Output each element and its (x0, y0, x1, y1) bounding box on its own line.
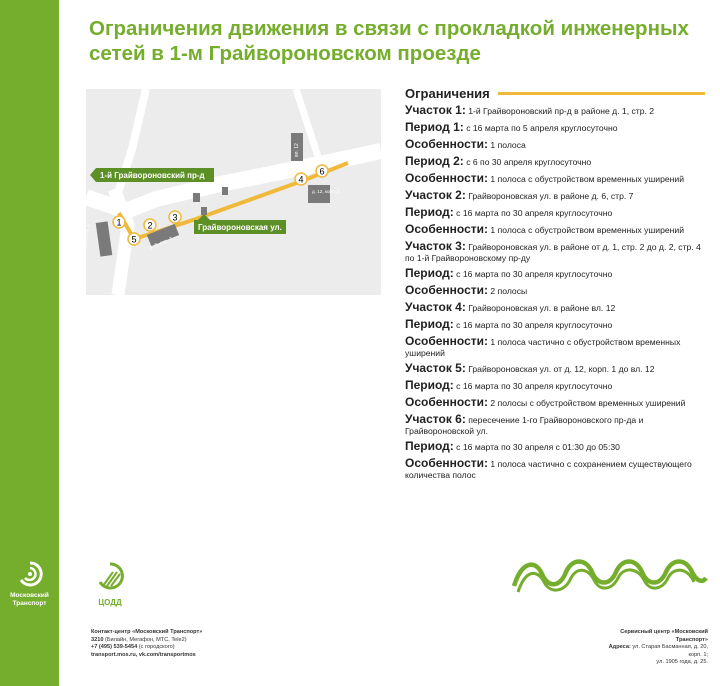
map-label-proezd-arrow (90, 168, 96, 182)
map (81, 89, 381, 295)
restriction-row (405, 379, 705, 392)
restriction-text: 1 полоса частично с обустройством временных уширений (405, 337, 681, 358)
restriction-text: 2 полосы (488, 286, 528, 296)
title-line-2: сетей в 1-м Грайвороновском проезде (89, 42, 481, 65)
page-title (89, 16, 699, 66)
map-building-d12-korp1 (308, 185, 330, 203)
svg-text:3: 3 (172, 212, 178, 223)
map-marker-2 (144, 219, 156, 231)
restriction-text: с 6 по 30 апреля круглосуточно (463, 157, 592, 167)
restriction-text: с 16 марта по 30 апреля круглосуточно (453, 269, 613, 279)
restriction-text: с 16 марта по 30 апреля круглосуточно (453, 320, 613, 330)
logo-mt-line2: Транспорт (12, 600, 47, 607)
restriction-text: с 16 марта по 30 апреля круглосуточно (453, 208, 613, 218)
map-marker-1 (113, 216, 125, 228)
service-center-title: Сервисный центр «Московский Транспорт» (620, 629, 708, 643)
restriction-text: пересечение 1-го Грайвороновского пр-да и Грайвороновской ул. (405, 415, 644, 436)
map-bldg-label-d1: д. 1, стр. 1 (81, 223, 92, 249)
restriction-label: Особенности: (405, 456, 489, 470)
restriction-row (405, 104, 705, 117)
restriction-text: 1 полоса с обустройством временных уширений (488, 225, 684, 235)
restriction-label: Период: (405, 439, 454, 453)
contact-links[interactable]: transport.mos.ru, vk.com/transportmos (91, 651, 196, 658)
restriction-label: Период: (405, 317, 454, 331)
svg-text:6: 6 (319, 166, 325, 177)
map-bldg-label-d12: д. 12, корп. 1 (312, 189, 340, 194)
brand-wave-pattern (512, 556, 708, 596)
map-road-north-white (116, 89, 146, 199)
restriction-label: Участок 4: (405, 300, 466, 314)
map-marker-6 (316, 165, 328, 177)
restriction-label: Участок 1: (405, 103, 466, 117)
restriction-label: Особенности: (405, 137, 489, 151)
restriction-row (405, 396, 705, 409)
restriction-label: Участок 2: (405, 188, 466, 202)
restriction-text: 1-й Грайвороновский пр-д в районе д. 1, стр. 2 (465, 106, 655, 116)
restrictions-heading: Ограничения (405, 86, 490, 101)
restriction-text: с 16 марта по 30 апреля с 01:30 до 05:30 (453, 442, 620, 452)
restrictions-panel (405, 86, 705, 484)
restriction-row (405, 206, 705, 219)
restriction-label: Участок 5: (405, 361, 466, 375)
restriction-label: Участок 6: (405, 412, 466, 426)
restriction-text: Грайвороновская ул. в районе д. 6, стр. 7 (465, 191, 634, 201)
restriction-text: 1 полоса частично с сохранением существующего количества полос (405, 459, 692, 480)
map-building-small-3 (201, 207, 207, 215)
moscow-transport-logo (0, 560, 59, 608)
restriction-label: Период: (405, 266, 454, 280)
svg-text:1: 1 (116, 217, 122, 228)
codd-logo-icon (93, 562, 127, 592)
restriction-text: 2 полосы с обустройством временных уширений (488, 398, 686, 408)
restriction-label: Период 2: (405, 154, 464, 168)
restriction-row (405, 189, 705, 202)
restriction-row (405, 267, 705, 280)
restriction-label: Период 1: (405, 120, 464, 134)
restriction-label: Особенности: (405, 222, 489, 236)
restriction-row (405, 223, 705, 236)
contact-phone-short: 3210 (91, 636, 104, 643)
restriction-label: Участок 3: (405, 239, 466, 253)
svg-text:4: 4 (298, 174, 304, 185)
restriction-row (405, 155, 705, 168)
restriction-text: 1 полоса (488, 140, 526, 150)
map-marker-3 (169, 211, 181, 223)
map-marker-4 (295, 173, 307, 185)
svg-text:5: 5 (131, 234, 137, 245)
contact-center-title: Контакт-центр «Московский Транспорт» (91, 629, 203, 635)
restriction-row (405, 335, 705, 358)
restriction-row (405, 318, 705, 331)
restriction-row (405, 362, 705, 375)
moscow-transport-logo-icon (15, 560, 45, 590)
restriction-text: с 16 марта по 5 апреля круглосуточно (463, 123, 618, 133)
restriction-label: Период: (405, 205, 454, 219)
svg-text:2: 2 (147, 220, 153, 231)
restrictions-list (405, 104, 705, 480)
service-addr-2: ул. 1905 года, д. 25. (656, 659, 708, 666)
map-bldg-label-d6: д. 6, стр. 7 (148, 236, 174, 251)
contact-phone-long-note: (с городского) (137, 644, 175, 651)
map-canvas (81, 89, 381, 295)
map-label-proezd: 1-й Грайвороновский пр-д (100, 171, 205, 180)
restriction-label: Особенности: (405, 283, 489, 297)
restriction-row (405, 301, 705, 314)
restriction-row (405, 440, 705, 453)
title-line-1: Ограничения движения в связи с прокладкой инженерных (89, 17, 689, 40)
map-road-proezd-white (114, 189, 128, 295)
map-building-small-1 (193, 193, 200, 202)
service-center-info (594, 629, 708, 667)
map-label-street: Грайвороновская ул. (198, 223, 282, 232)
logo-mt-line1: Московский (10, 592, 49, 599)
restriction-row (405, 138, 705, 151)
restriction-row (405, 457, 705, 480)
codd-logo-text: ЦОДД (98, 598, 122, 607)
map-building-d1-str1 (96, 221, 113, 256)
restriction-row (405, 121, 705, 134)
restriction-row (405, 284, 705, 297)
restriction-label: Особенности: (405, 334, 489, 348)
restriction-row (405, 413, 705, 436)
restriction-text: Грайвороновская ул. в районе вл. 12 (465, 303, 616, 313)
restriction-text: 1 полоса с обустройством временных уширений (488, 174, 684, 184)
restrictions-divider (498, 92, 705, 95)
restriction-text: Грайвороновская ул. от д. 12, корп. 1 до вл. 12 (465, 364, 655, 374)
service-addr-label: Адреса: (608, 644, 631, 651)
map-building-small-2 (222, 187, 228, 195)
restriction-label: Особенности: (405, 171, 489, 185)
restriction-row (405, 240, 705, 263)
restriction-text: с 16 марта по 30 апреля круглосуточно (453, 381, 613, 391)
contact-phone-long[interactable]: +7 (495) 539-5454 (91, 644, 138, 651)
restrictions-header (405, 86, 705, 101)
contact-phone-short-note: (Билайн, Мегафон, МТС, Tele2) (103, 636, 187, 643)
restriction-text: Грайвороновская ул. в районе от д. 1, стр. 2 до д. 2, стр. 4 по 1-й Грайвороновскому пр-ду (405, 242, 701, 263)
service-addr-1: ул. Старая Басманная, д. 20, корп. 1; (630, 644, 708, 658)
restriction-row (405, 172, 705, 185)
restriction-label: Период: (405, 378, 454, 392)
map-bldg-label-vl12: вл. 12 (294, 143, 300, 157)
restriction-label: Особенности: (405, 395, 489, 409)
map-marker-5 (128, 233, 140, 245)
codd-logo (90, 562, 130, 607)
contact-center-info (91, 629, 291, 659)
